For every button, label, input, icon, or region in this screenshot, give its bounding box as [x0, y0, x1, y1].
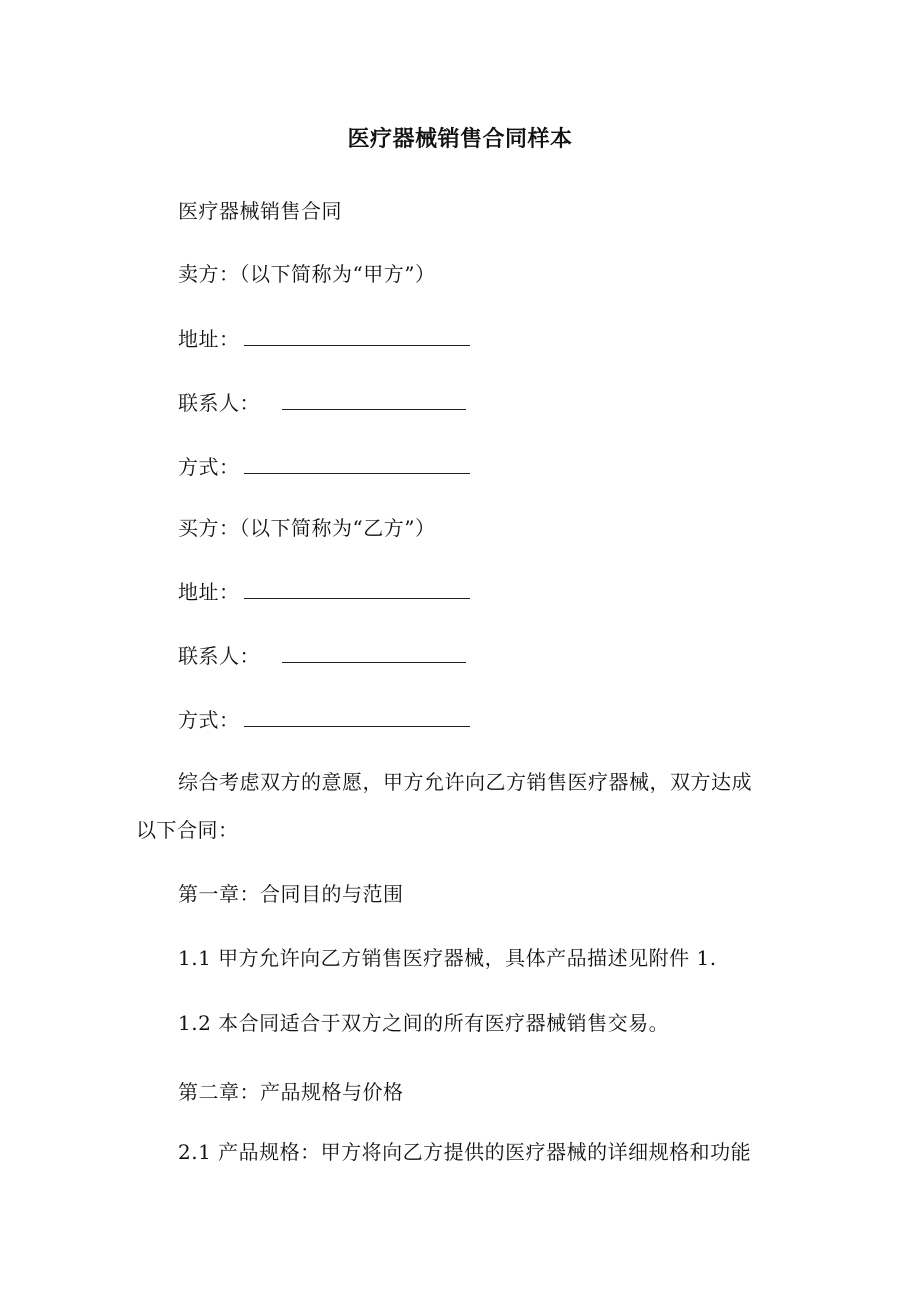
seller-address-label: 地址： — [178, 327, 240, 351]
intro-paragraph-line1: 综合考虑双方的意愿，甲方允许向乙方销售医疗器械，双方达成 — [178, 770, 752, 794]
seller-method-row — [178, 451, 470, 482]
seller-method-label: 方式： — [178, 455, 240, 479]
buyer-method-row — [178, 704, 470, 735]
buyer-label: 买方：（以下简称为“乙方”） — [178, 516, 436, 540]
buyer-contact-label: 联系人： — [178, 644, 260, 668]
contract-heading: 医疗器械销售合同 — [178, 199, 342, 223]
buyer-contact-row — [178, 640, 466, 671]
clause-1-1: 1.1 甲方允许向乙方销售医疗器械，具体产品描述见附件 1. — [178, 946, 717, 970]
buyer-method-blank — [244, 704, 470, 727]
seller-contact-label: 联系人： — [178, 391, 260, 415]
buyer-contact-blank — [282, 640, 466, 663]
buyer-address-row — [178, 576, 470, 607]
intro-paragraph-line2: 以下合同： — [136, 818, 239, 842]
seller-address-blank — [244, 323, 470, 346]
buyer-address-label: 地址： — [178, 580, 240, 604]
seller-label: 卖方：（以下简称为“甲方”） — [178, 262, 436, 286]
seller-address-row — [178, 323, 470, 354]
clause-1-2: 1.2 本合同适合于双方之间的所有医疗器械销售交易。 — [178, 1011, 670, 1035]
seller-contact-blank — [282, 387, 466, 410]
clause-2-1: 2.1 产品规格：甲方将向乙方提供的医疗器械的详细规格和功能 — [178, 1140, 752, 1164]
document-title: 医疗器械销售合同样本 — [347, 127, 573, 152]
buyer-address-blank — [244, 576, 470, 599]
chapter1-title: 第一章：合同目的与范围 — [178, 882, 404, 906]
buyer-method-label: 方式： — [178, 708, 240, 732]
seller-method-blank — [244, 451, 470, 474]
seller-contact-row — [178, 387, 466, 418]
chapter2-title: 第二章：产品规格与价格 — [178, 1080, 404, 1104]
